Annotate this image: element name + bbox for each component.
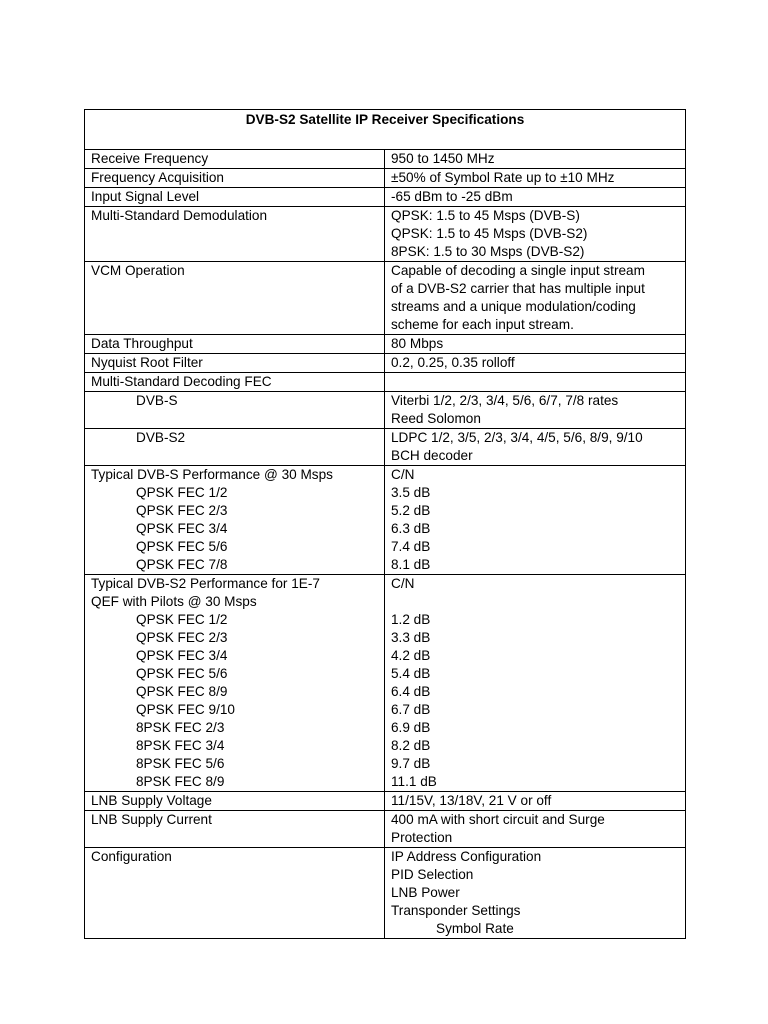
parameter-line: DVB-S [136,393,178,408]
value-line: 6.4 dB [391,684,431,699]
value-line: 8.1 dB [391,557,431,572]
parameter-line: QPSK FEC 5/6 [136,539,228,554]
value-line: PID Selection [391,867,474,882]
spec-row [85,188,686,207]
value-line: -65 dBm to -25 dBm [391,189,513,204]
parameter-line: QPSK FEC 1/2 [136,485,228,500]
spec-parameter [85,373,385,392]
value-line: Protection [391,830,453,845]
spec-parameter [85,575,385,792]
value-line: 1.2 dB [391,612,431,627]
value-line: Symbol Rate [436,921,514,936]
parameter-line: 8PSK FEC 3/4 [136,738,225,753]
value-line: QPSK: 1.5 to 45 Msps (DVB-S) [391,208,580,223]
spec-parameter [85,848,385,939]
parameter-line: Nyquist Root Filter [91,355,203,370]
spec-parameter [85,429,385,466]
value-line: Reed Solomon [391,411,481,426]
value-line: 8PSK: 1.5 to 30 Msps (DVB-S2) [391,244,585,259]
spec-value [385,811,686,848]
spec-parameter [85,811,385,848]
spec-row [85,466,686,575]
value-line: 8.2 dB [391,738,431,753]
spec-value [385,207,686,262]
spec-value [385,188,686,207]
spec-parameter [85,354,385,373]
spec-row [85,354,686,373]
value-line: Capable of decoding a single input stream [391,263,645,278]
spec-parameter [85,262,385,335]
spec-row [85,373,686,392]
spec-row [85,811,686,848]
parameter-line: Data Throughput [91,336,193,351]
spec-parameter [85,169,385,188]
value-line: ±50% of Symbol Rate up to ±10 MHz [391,170,615,185]
value-line: 400 mA with short circuit and Surge [391,812,605,827]
value-line: 5.4 dB [391,666,431,681]
value-line: 6.7 dB [391,702,431,717]
spec-table-body [85,110,686,939]
value-line: 6.3 dB [391,521,431,536]
spec-parameter [85,335,385,354]
parameter-line: QPSK FEC 2/3 [136,630,228,645]
spec-parameter [85,392,385,429]
parameter-line: VCM Operation [91,263,185,278]
value-line [391,373,685,391]
spec-parameter [85,466,385,575]
value-line: 80 Mbps [391,336,444,351]
parameter-line: Typical DVB-S Performance @ 30 Msps [91,467,333,482]
value-line: Transponder Settings [391,903,521,918]
spec-row [85,848,686,939]
value-line: BCH decoder [391,448,473,463]
title-row [85,110,686,150]
parameter-line: LNB Supply Current [91,812,212,827]
spec-value [385,373,686,392]
value-line: QPSK: 1.5 to 45 Msps (DVB-S2) [391,226,588,241]
parameter-line: Multi-Standard Decoding FEC [91,374,272,389]
spec-row [85,207,686,262]
spec-row [85,335,686,354]
spec-row [85,169,686,188]
value-line: streams and a unique modulation/coding [391,299,636,314]
spec-value [385,335,686,354]
spec-parameter [85,188,385,207]
value-line: 950 to 1450 MHz [391,151,495,166]
value-line: LNB Power [391,885,460,900]
parameter-line: QPSK FEC 1/2 [136,612,228,627]
value-line: 11/15V, 13/18V, 21 V or off [391,793,552,808]
spec-row [85,392,686,429]
spec-parameter [85,792,385,811]
spec-row [85,575,686,792]
parameter-line: Configuration [91,849,172,864]
parameter-line: QPSK FEC 3/4 [136,648,228,663]
spec-row [85,792,686,811]
parameter-line: Receive Frequency [91,151,209,166]
spec-row [85,150,686,169]
parameter-line: QPSK FEC 2/3 [136,503,228,518]
value-line: of a DVB-S2 carrier that has multiple input [391,281,645,296]
parameter-line: Multi-Standard Demodulation [91,208,268,223]
spec-value [385,354,686,373]
value-line: 3.5 dB [391,485,431,500]
parameter-line: QPSK FEC 8/9 [136,684,228,699]
spec-value [385,792,686,811]
value-line: scheme for each input stream. [391,317,574,332]
value-line: C/N [391,467,415,482]
value-line: 4.2 dB [391,648,431,663]
parameter-line: Input Signal Level [91,189,200,204]
value-line: Viterbi 1/2, 2/3, 3/4, 5/6, 6/7, 7/8 rates [391,393,619,408]
spec-value [385,169,686,188]
parameter-line: QPSK FEC 9/10 [136,702,235,717]
parameter-line: 8PSK FEC 2/3 [136,720,225,735]
parameter-line: QPSK FEC 5/6 [136,666,228,681]
value-line: 0.2, 0.25, 0.35 rolloff [391,355,515,370]
parameter-line: Typical DVB-S2 Performance for 1E-7 [91,576,320,591]
parameter-line: Frequency Acquisition [91,170,224,185]
value-line: 6.9 dB [391,720,431,735]
value-line: IP Address Configuration [391,849,542,864]
spec-value [385,150,686,169]
value-line: 11.1 dB [391,774,437,789]
table-title: DVB-S2 Satellite IP Receiver Specifications [85,110,686,150]
spec-value [385,429,686,466]
value-line: 3.3 dB [391,630,431,645]
spec-row [85,262,686,335]
spec-value [385,575,686,792]
spec-parameter [85,150,385,169]
spec-table [84,109,686,939]
value-line [391,593,685,611]
parameter-line: QPSK FEC 7/8 [136,557,228,572]
spec-value [385,392,686,429]
parameter-line: 8PSK FEC 8/9 [136,774,225,789]
spec-row [85,429,686,466]
spec-parameter [85,207,385,262]
value-line: 9.7 dB [391,756,431,771]
parameter-line: DVB-S2 [136,430,186,445]
parameter-line: LNB Supply Voltage [91,793,212,808]
parameter-line: QPSK FEC 3/4 [136,521,228,536]
value-line: 7.4 dB [391,539,431,554]
spec-value [385,466,686,575]
value-line: LDPC 1/2, 3/5, 2/3, 3/4, 4/5, 5/6, 8/9, 9/10 [391,430,643,445]
parameter-line: QEF with Pilots @ 30 Msps [91,594,257,609]
parameter-line: 8PSK FEC 5/6 [136,756,225,771]
value-line: C/N [391,576,415,591]
spec-value [385,262,686,335]
spec-value [385,848,686,939]
value-line: 5.2 dB [391,503,431,518]
